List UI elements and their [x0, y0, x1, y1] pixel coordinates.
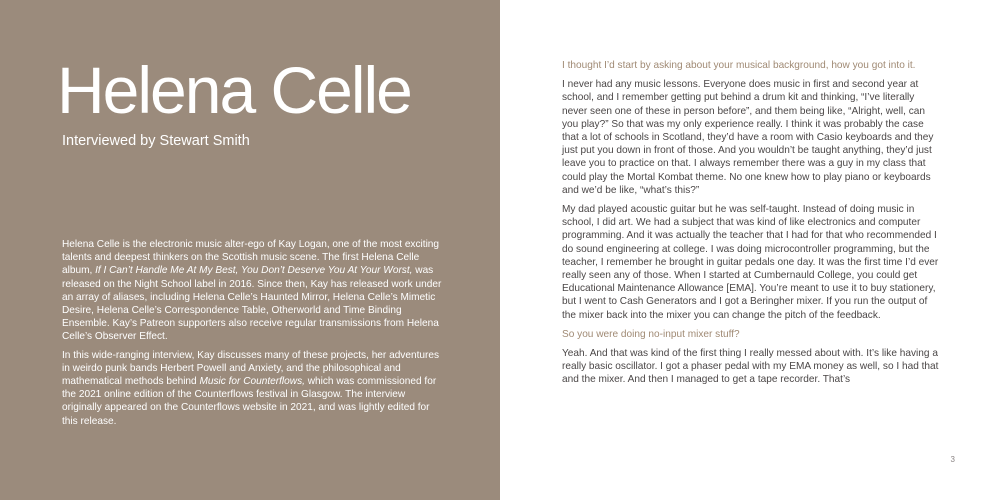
interview-answer: My dad played acoustic guitar but he was self-taught. Instead of doing music in school, I did art. We had a subject that was kind of like electronics and computer programming. And it was actually the teacher that I had for that who recommended I do sound engineering at college. I was doing microcontroller programming, but the teacher, I remember he brought in guitar pedals one day. It was the first time I’d ever really seen any of those. When I started at Cumbernauld College, you could get Educational Maintenance Allowance [EMA]. You’re meant to use it to buy stationery, but I went to Cash Generators and I got a Beringher mixer. If you run the output of the mixer back into the mixer you can change the pitch of the feedback. — [562, 204, 939, 321]
intro-text-run: Helena Celle is the electronic music alter-ego of Kay Logan, one of the most exciting talents and deepest thinkers on the Scottish music scene. The first Helena Celle album, — [62, 239, 440, 277]
interview-text — [562, 59, 942, 393]
interview-question: I thought I’d start by asking about your musical background, how you got into it. — [562, 60, 916, 71]
interview-answer: I never had any music lessons. Everyone does music in first and second year at school, and I remember getting put behind a drum kit and thinking, “I’ve literally never seen one of these in person before”, and them being like, “Alright, well, can you play?” So that was my only experience really. I think it was probably the case that a lot of schools in Scotland, they’d have a room with Casio keyboards and they just put you down in front of those. And you wouldn’t be taught anything, they’d just leave you to practice on that. I always remember there was a guy in my class that could play the Mortal Kombat theme. No one knew how to play piano or keyboards and we’d be like, “what’s this?” — [562, 79, 934, 196]
byline: Interviewed by Stewart Smith — [62, 133, 250, 149]
right-page — [500, 0, 1000, 500]
work-title: Music for Counterflows, — [199, 376, 305, 388]
interview-question: So you were doing no-input mixer stuff? — [562, 328, 740, 340]
page-number: 3 — [950, 455, 955, 464]
intro-text-run: In this wide-ranging interview, Kay discusses many of these projects, her adventures in weirdo punk bands Herbert Powell and Anxiety, and the philosophical and mathematical methods behind — [62, 349, 440, 388]
album-title: If I Can’t Handle Me At My Best, You Don’t Deserve You At Your Worst, — [95, 265, 413, 277]
intro-paragraph — [62, 349, 442, 428]
intro-paragraph — [62, 238, 442, 344]
interview-answer: Yeah. And that was kind of the first thing I really messed about with. It’s like having a really basic oscillator. I got a phaser pedal with my EMA money as well, so I had that and the mixer. And then I managed to get a tape recorder. That’s — [562, 348, 939, 386]
intro-text-run: which was commissioned for the 2021 online edition of the Counterflows festival in Glasgow. The interview originally appeared on the Counterflows website in 2021, and was lightly edited for this release. — [62, 376, 437, 427]
intro-text-run: was released on the Night School label in 2016. Since then, Kay has released work under an array of aliases, including Helena Celle’s Haunted Mirror, Helena Celle’s Mimetic Desire, Helena Celle’s Correspondence Table, Otherworld and Time Binding Ensemble. Kay’s Patreon supporters also receive regular transmissions from Helena Celle’s Observer Effect. — [62, 265, 442, 343]
intro-text — [62, 238, 442, 433]
page-title: Helena Celle — [57, 53, 411, 127]
